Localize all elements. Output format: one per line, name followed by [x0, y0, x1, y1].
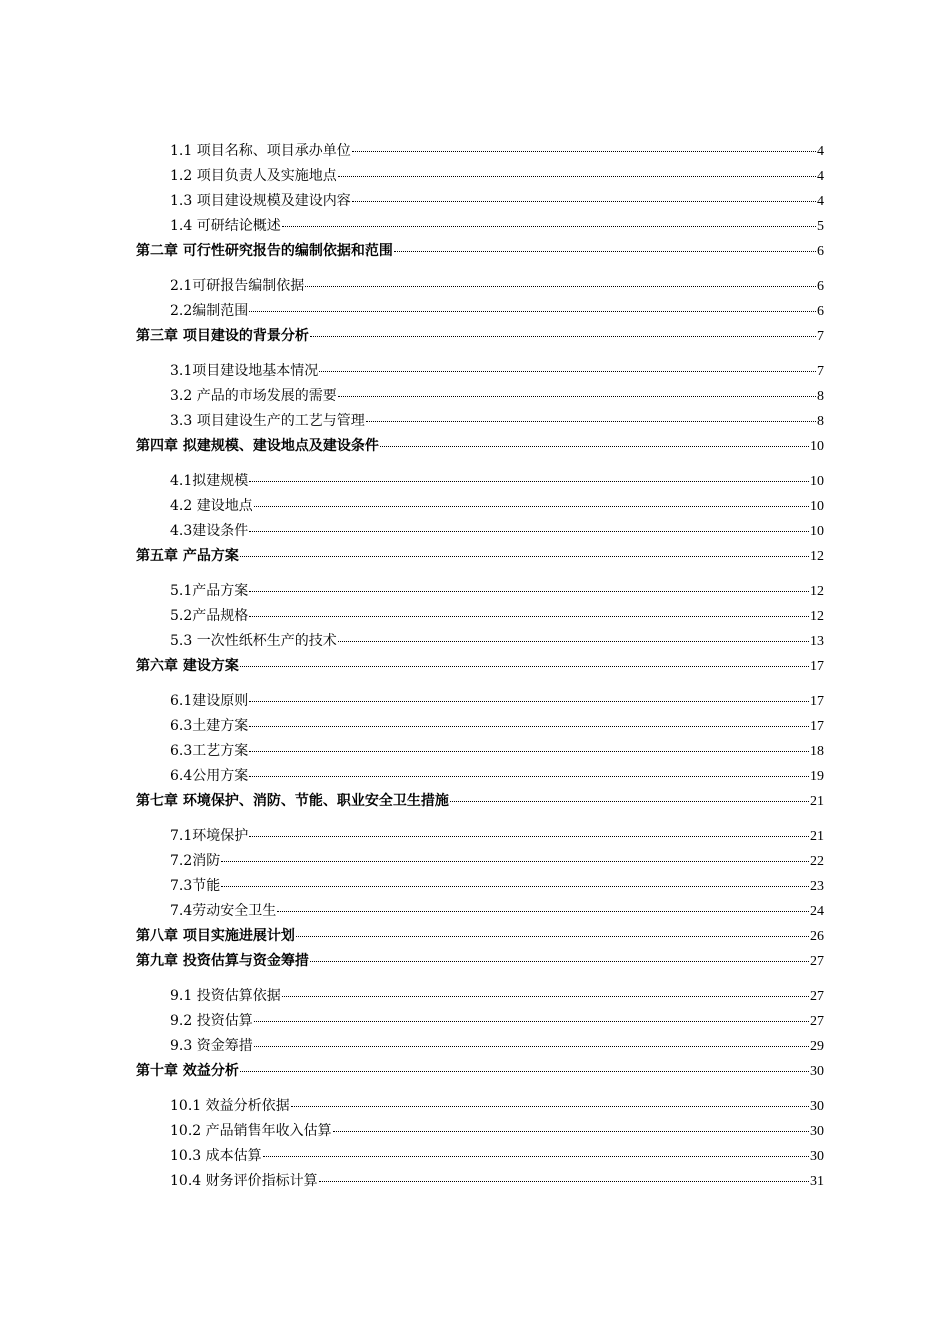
toc-section-entry[interactable] — [136, 139, 824, 164]
toc-entry-title: 第六章 建设方案 — [136, 658, 239, 674]
toc-dot-leader — [249, 531, 809, 532]
toc-section-entry[interactable] — [136, 579, 824, 604]
toc-entry-page-number: 21 — [810, 794, 824, 809]
toc-entry-title: 2.2编制范围 — [170, 303, 249, 319]
toc-dot-leader — [254, 1046, 809, 1047]
toc-entry-title: 第八章 项目实施进展计划 — [136, 928, 295, 944]
toc-dot-leader — [249, 776, 809, 777]
toc-entry-page-number: 12 — [810, 549, 824, 564]
toc-dot-leader — [240, 556, 809, 557]
toc-dot-leader — [240, 666, 809, 667]
toc-entry-title: 第九章 投资估算与资金筹措 — [136, 953, 309, 969]
toc-entry-page-number: 4 — [817, 194, 824, 209]
toc-entry-page-number: 6 — [817, 304, 824, 319]
toc-entry-page-number: 27 — [810, 1014, 824, 1029]
toc-dot-leader — [263, 1156, 809, 1157]
toc-entry-title: 10.1 效益分析依据 — [170, 1098, 290, 1114]
toc-entry-page-number: 21 — [810, 829, 824, 844]
toc-dot-leader — [338, 396, 816, 397]
toc-section-entry[interactable] — [136, 1119, 824, 1144]
toc-section-entry[interactable] — [136, 824, 824, 849]
toc-entry-title: 第七章 环境保护、消防、节能、职业安全卫生措施 — [136, 793, 449, 809]
toc-dot-leader — [338, 641, 809, 642]
toc-entry-page-number: 29 — [810, 1039, 824, 1054]
toc-entry-page-number: 27 — [810, 989, 824, 1004]
toc-entry-page-number: 30 — [810, 1149, 824, 1164]
toc-entry-title: 第二章 可行性研究报告的编制依据和范围 — [136, 243, 393, 259]
toc-dot-leader — [254, 1021, 809, 1022]
toc-entry-page-number: 19 — [810, 769, 824, 784]
toc-dot-leader — [240, 1071, 809, 1072]
toc-dot-leader — [338, 176, 816, 177]
toc-entry-title: 5.3 一次性纸杯生产的技术 — [170, 633, 337, 649]
toc-entry-title: 1.2 项目负责人及实施地点 — [170, 168, 337, 184]
toc-entry-page-number: 22 — [810, 854, 824, 869]
toc-dot-leader — [352, 151, 816, 152]
toc-section-entry[interactable] — [136, 1034, 824, 1059]
toc-entry-page-number: 6 — [817, 244, 824, 259]
toc-entry-title: 7.2消防 — [170, 853, 221, 869]
toc-entry-page-number: 4 — [817, 144, 824, 159]
toc-dot-leader — [282, 996, 809, 997]
toc-entry-title: 1.4 可研结论概述 — [170, 218, 281, 234]
toc-entry-page-number: 17 — [810, 694, 824, 709]
toc-entry-page-number: 26 — [810, 929, 824, 944]
toc-chapter-entry[interactable] — [136, 544, 824, 569]
toc-dot-leader — [319, 1181, 809, 1182]
toc-dot-leader — [221, 886, 809, 887]
toc-section-entry[interactable] — [136, 899, 824, 924]
toc-entry-title: 7.4劳动安全卫生 — [170, 903, 277, 919]
toc-chapter-entry[interactable] — [136, 434, 824, 459]
toc-dot-leader — [305, 286, 816, 287]
toc-section-entry[interactable] — [136, 494, 824, 519]
toc-entry-title: 9.2 投资估算 — [170, 1013, 253, 1029]
toc-section-entry[interactable] — [136, 1169, 824, 1194]
toc-entry-page-number: 10 — [810, 474, 824, 489]
toc-section-entry[interactable] — [136, 714, 824, 739]
toc-section-entry[interactable] — [136, 469, 824, 494]
toc-section-entry[interactable] — [136, 1094, 824, 1119]
toc-dot-leader — [249, 616, 809, 617]
toc-chapter-entry[interactable] — [136, 239, 824, 264]
toc-chapter-entry[interactable] — [136, 654, 824, 679]
toc-entry-title: 3.2 产品的市场发展的需要 — [170, 388, 337, 404]
toc-dot-leader — [277, 911, 809, 912]
toc-dot-leader — [366, 421, 816, 422]
toc-entry-title: 2.1可研报告编制依据 — [170, 278, 305, 294]
toc-section-entry[interactable] — [136, 164, 824, 189]
toc-entry-page-number: 4 — [817, 169, 824, 184]
toc-entry-title: 4.2 建设地点 — [170, 498, 253, 514]
table-of-contents — [136, 139, 824, 1194]
toc-entry-page-number: 6 — [817, 279, 824, 294]
toc-section-entry[interactable] — [136, 689, 824, 714]
toc-entry-page-number: 13 — [810, 634, 824, 649]
toc-dot-leader — [310, 336, 816, 337]
toc-entry-title: 10.4 财务评价指标计算 — [170, 1173, 318, 1189]
toc-section-entry[interactable] — [136, 874, 824, 899]
toc-dot-leader — [291, 1106, 809, 1107]
toc-entry-title: 6.3工艺方案 — [170, 743, 249, 759]
toc-entry-title: 5.2产品规格 — [170, 608, 249, 624]
toc-chapter-entry[interactable] — [136, 789, 824, 814]
toc-entry-page-number: 10 — [810, 524, 824, 539]
toc-section-entry[interactable] — [136, 1144, 824, 1169]
toc-dot-leader — [352, 201, 816, 202]
toc-entry-page-number: 5 — [817, 219, 824, 234]
toc-entry-title: 5.1产品方案 — [170, 583, 249, 599]
toc-entry-page-number: 30 — [810, 1124, 824, 1139]
toc-section-entry[interactable] — [136, 359, 824, 384]
toc-entry-title: 10.2 产品销售年收入估算 — [170, 1123, 332, 1139]
toc-dot-leader — [249, 591, 809, 592]
toc-dot-leader — [450, 801, 809, 802]
toc-dot-leader — [249, 701, 809, 702]
toc-section-entry[interactable] — [136, 274, 824, 299]
toc-entry-page-number: 17 — [810, 719, 824, 734]
toc-entry-page-number: 30 — [810, 1064, 824, 1079]
toc-dot-leader — [249, 726, 809, 727]
toc-entry-page-number: 24 — [810, 904, 824, 919]
toc-entry-page-number: 10 — [810, 439, 824, 454]
toc-entry-title: 第四章 拟建规模、建设地点及建设条件 — [136, 438, 379, 454]
toc-dot-leader — [380, 446, 809, 447]
toc-dot-leader — [333, 1131, 809, 1132]
toc-dot-leader — [254, 506, 809, 507]
toc-section-entry[interactable] — [136, 519, 824, 544]
toc-entry-title: 第十章 效益分析 — [136, 1063, 239, 1079]
toc-entry-title: 1.3 项目建设规模及建设内容 — [170, 193, 351, 209]
toc-entry-page-number: 8 — [817, 414, 824, 429]
toc-section-entry[interactable] — [136, 764, 824, 789]
toc-entry-title: 10.3 成本估算 — [170, 1148, 262, 1164]
toc-entry-page-number: 30 — [810, 1099, 824, 1114]
toc-chapter-entry[interactable] — [136, 924, 824, 949]
toc-entry-page-number: 18 — [810, 744, 824, 759]
toc-chapter-entry[interactable] — [136, 324, 824, 349]
toc-entry-page-number: 12 — [810, 584, 824, 599]
toc-entry-page-number: 31 — [810, 1174, 824, 1189]
toc-section-entry[interactable] — [136, 1009, 824, 1034]
toc-entry-title: 7.3节能 — [170, 878, 221, 894]
toc-entry-page-number: 23 — [810, 879, 824, 894]
toc-entry-title: 3.3 项目建设生产的工艺与管理 — [170, 413, 365, 429]
toc-entry-title: 6.4公用方案 — [170, 768, 249, 784]
toc-chapter-entry[interactable] — [136, 949, 824, 974]
toc-entry-page-number: 27 — [810, 954, 824, 969]
toc-section-entry[interactable] — [136, 984, 824, 1009]
toc-entry-title: 9.3 资金筹措 — [170, 1038, 253, 1054]
toc-entry-title: 1.1 项目名称、项目承办单位 — [170, 143, 351, 159]
toc-dot-leader — [249, 751, 809, 752]
toc-chapter-entry[interactable] — [136, 1059, 824, 1084]
toc-entry-title: 9.1 投资估算依据 — [170, 988, 281, 1004]
toc-dot-leader — [310, 961, 809, 962]
toc-section-entry[interactable] — [136, 299, 824, 324]
toc-section-entry[interactable] — [136, 214, 824, 239]
toc-entry-page-number: 10 — [810, 499, 824, 514]
toc-section-entry[interactable] — [136, 629, 824, 654]
toc-dot-leader — [249, 481, 809, 482]
toc-entry-page-number: 17 — [810, 659, 824, 674]
toc-dot-leader — [282, 226, 816, 227]
toc-dot-leader — [394, 251, 816, 252]
toc-entry-page-number: 7 — [817, 329, 824, 344]
toc-dot-leader — [249, 311, 816, 312]
toc-entry-title: 7.1环境保护 — [170, 828, 249, 844]
toc-dot-leader — [221, 861, 809, 862]
toc-entry-title: 4.1拟建规模 — [170, 473, 249, 489]
toc-section-entry[interactable] — [136, 604, 824, 629]
toc-entry-page-number: 12 — [810, 609, 824, 624]
toc-entry-title: 第三章 项目建设的背景分析 — [136, 328, 309, 344]
toc-section-entry[interactable] — [136, 739, 824, 764]
toc-section-entry[interactable] — [136, 409, 824, 434]
toc-entry-title: 6.1建设原则 — [170, 693, 249, 709]
toc-entry-title: 6.3土建方案 — [170, 718, 249, 734]
toc-section-entry[interactable] — [136, 849, 824, 874]
toc-entry-page-number: 8 — [817, 389, 824, 404]
toc-dot-leader — [319, 371, 816, 372]
toc-dot-leader — [296, 936, 809, 937]
toc-entry-title: 4.3建设条件 — [170, 523, 249, 539]
toc-entry-title: 第五章 产品方案 — [136, 548, 239, 564]
toc-section-entry[interactable] — [136, 384, 824, 409]
toc-entry-page-number: 7 — [817, 364, 824, 379]
toc-section-entry[interactable] — [136, 189, 824, 214]
toc-entry-title: 3.1项目建设地基本情况 — [170, 363, 319, 379]
toc-dot-leader — [249, 836, 809, 837]
